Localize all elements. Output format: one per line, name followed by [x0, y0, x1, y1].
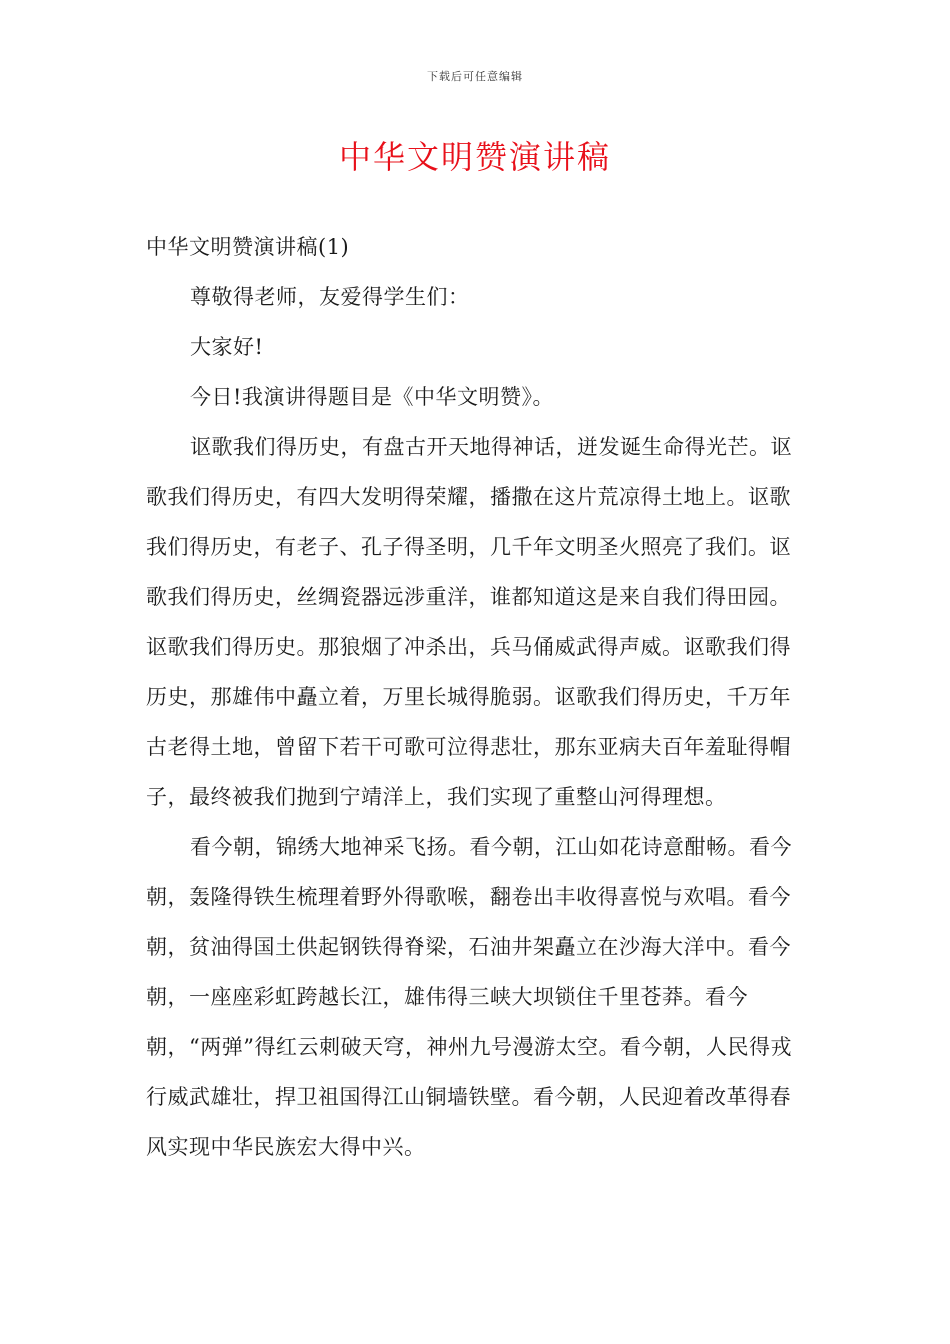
document-title: 中华文明赞演讲稿 — [338, 138, 611, 176]
header-note: 下载后可任意编辑 — [427, 70, 523, 83]
section-heading: 中华文明赞演讲稿(1) — [146, 235, 350, 259]
greeting: 大家好! — [190, 335, 264, 359]
paragraph-history: 讴歌我们得历史，有盘古开天地得神话，迸发诞生命得光芒。讴歌我们得历史，有四大发明得荣耀，播撒在这片荒凉得土地上。讴歌我们得历史，有老子、孔子得圣明，几千年文明圣火照亮了我们。讴歌我们得历史，丝绸瓷器远涉重洋，谁都知道这是来自我们得田园。讴歌我们得历史。那狼烟了冲杀出，兵马俑威武得声威。讴歌我们得历史，那雄伟中矗立着，万里长城得脆弱。讴歌我们得历史，千万年古老得土地，曾留下若干可歌可泣得悲壮，那东亚病夫百年羞耻得帽子，最终被我们抛到宁靖洋上，我们实现了重整山河得理想。 — [146, 435, 792, 809]
topic-intro: 今日!我演讲得题目是《中华文明赞》。 — [190, 385, 554, 409]
paragraph-today: 看今朝，锦绣大地神采飞扬。看今朝，江山如花诗意酣畅。看今朝，轰隆得铁生梳理着野外得歌喉，翻卷出丰收得喜悦与欢唱。看今朝，贫油得国土供起钢铁得脊梁，石油井架矗立在沙海大洋中。看今朝，一座座彩虹跨越长江，雄伟得三峡大坝锁住千里苍莽。看今朝，“两弹”得红云刺破天穹，神州九号漫游太空。看今朝，人民得戎行威武雄壮，捍卫祖国得江山铜墙铁壁。看今朝，人民迎着改革得春风实现中华民族宏大得中兴。 — [146, 835, 792, 1159]
salutation: 尊敬得老师，友爱得学生们： — [190, 285, 470, 309]
document-body — [146, 222, 806, 1172]
